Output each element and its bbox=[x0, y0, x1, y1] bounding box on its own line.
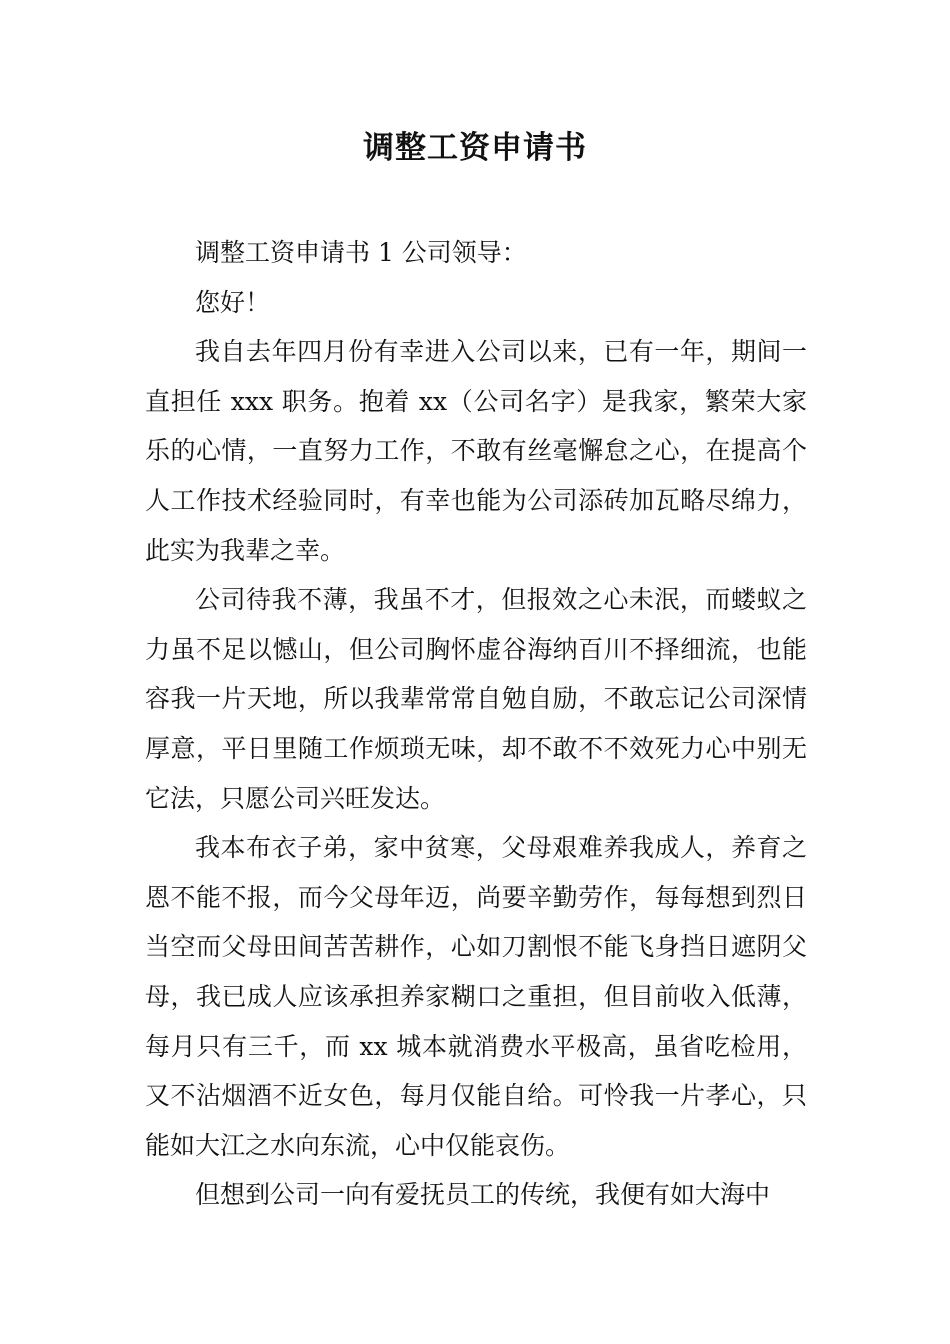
paragraph-1: 我自去年四月份有幸进入公司以来，已有一年，期间一直担任 xxx 职务。抱着 xx（公司名字）是我家，繁荣大家乐的心情，一直努力工作，不敢有丝毫懈怠之心，在提高个人工作技术经验同时，有幸也能为公司添砖加瓦略尽绵力，此实为我辈之幸。 bbox=[145, 337, 807, 565]
paragraph-4: 但想到公司一向有爱抚员工的传统，我便有如大海中 bbox=[195, 1180, 771, 1210]
document-title: 调整工资申请书 bbox=[363, 130, 587, 166]
document-body bbox=[145, 228, 807, 1220]
paragraph-2: 公司待我不薄，我虽不才，但报效之心未泯，而蝼蚁之力虽不足以憾山，但公司胸怀虚谷海纳百川不择细流，也能容我一片天地，所以我辈常常自勉自励，不敢忘记公司深情厚意，平日里随工作烦琐无味，却不敢不不效死力心中别无它法，只愿公司兴旺发达。 bbox=[145, 585, 807, 813]
paragraph-greeting: 您好！ bbox=[195, 287, 271, 317]
paragraph-salutation: 调整工资申请书 1 公司领导： bbox=[195, 238, 527, 267]
paragraph-3: 我本布衣子弟，家中贫寒，父母艰难养我成人，养育之恩不能不报，而今父母年迈，尚要辛勤劳作，每每想到烈日当空而父母田间苦苦耕作，心如刀割恨不能飞身挡日遮阴父母，我已成人应该承担养家糊口之重担，但目前收入低薄，每月只有三千，而 xx 城本就消费水平极高，虽省吃检用，又不沾烟酒不近女色，每月仅能自给。可怜我一片孝心，只能如大江之水向东流，心中仅能哀伤。 bbox=[145, 833, 807, 1160]
